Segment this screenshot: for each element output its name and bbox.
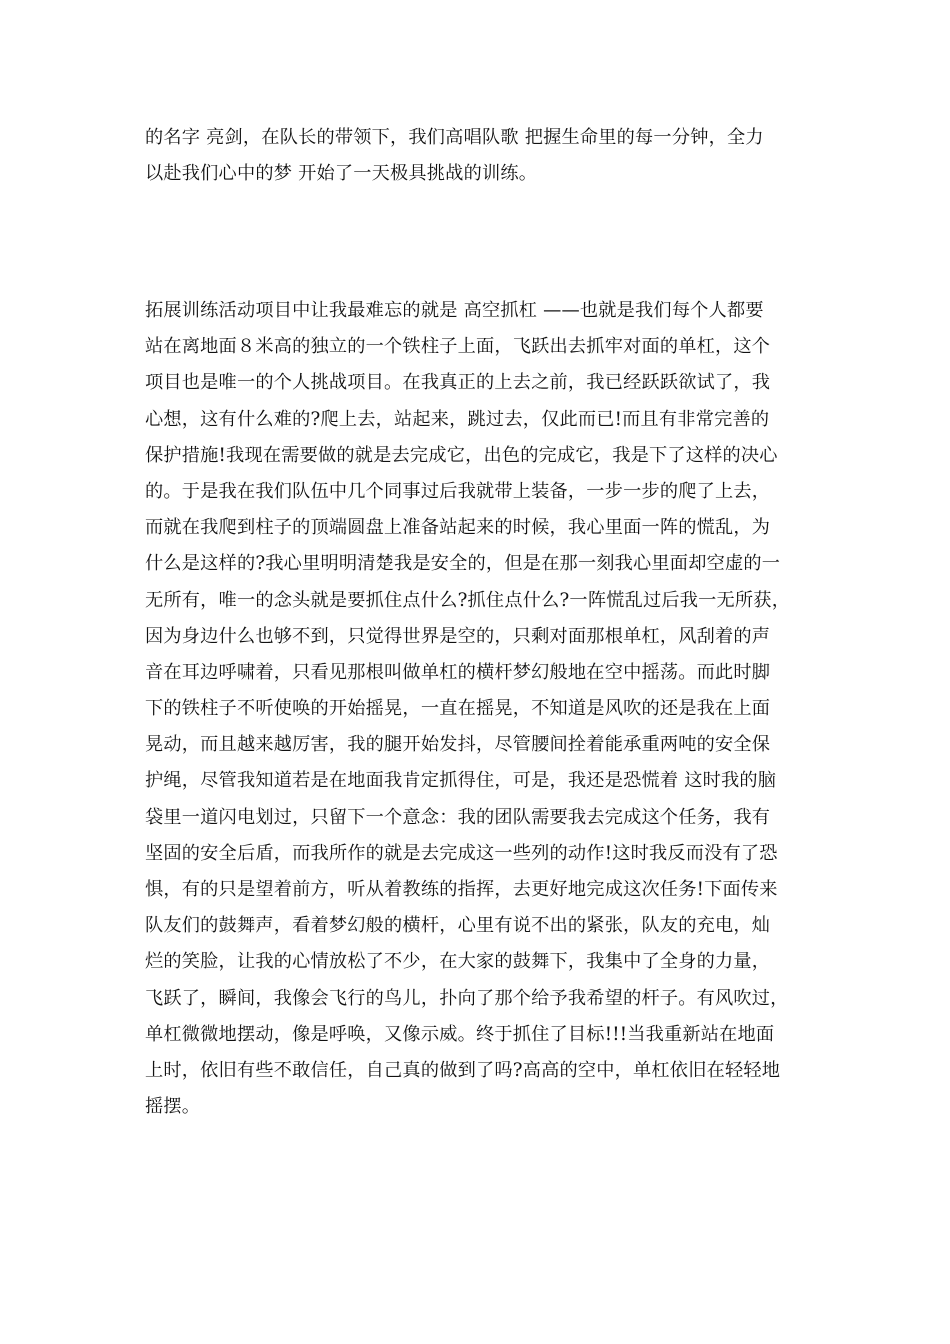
text-line: 保护措施!我现在需要做的就是去完成它，出色的完成它，我是下了这样的决心 (145, 444, 778, 466)
paragraph-main (145, 293, 815, 1125)
text-line: 惧，有的只是望着前方，听从着教练的指挥，去更好地完成这次任务!下面传来 (145, 879, 778, 900)
text-line: 烂的笑脸，让我的心情放松了不少，在大家的鼓舞下，我集中了全身的力量， (145, 951, 771, 973)
text-line: 晃动，而且越来越厉害，我的腿开始发抖，尽管腰间拴着能承重两吨的安全保 (145, 734, 771, 756)
text-line: 以赴我们心中的梦 开始了一天极具挑战的训练。 (145, 163, 538, 185)
text-line: 单杠微微地摆动，像是呼唤，又像示威。终于抓住了目标!!!当我重新站在地面 (145, 1023, 775, 1045)
text-line: 站在离地面８米高的独立的一个铁柱子上面，飞跃出去抓牢对面的单杠，这个 (145, 336, 771, 358)
text-line: 项目也是唯一的个人挑战项目。在我真正的上去之前，我已经跃跃欲试了，我 (145, 372, 771, 394)
text-line: 飞跃了，瞬间，我像会飞行的鸟儿，扑向了那个给予我希望的杆子。有风吹过， (145, 987, 789, 1009)
text-line: 拓展训练活动项目中让我最难忘的就是 高空抓杠 ——也就是我们每个人都要 (145, 300, 764, 321)
text-line: 音在耳边呼啸着，只看见那根叫做单杠的横杆梦幻般地在空中摇荡。而此时脚 (145, 661, 771, 683)
text-line: 队友们的鼓舞声，看着梦幻般的横杆，心里有说不出的紧张，队友的充电，灿 (145, 915, 771, 937)
text-line: 而就在我爬到柱子的顶端圆盘上准备站起来的时候，我心里面一阵的慌乱，为 (145, 517, 771, 539)
text-line: 无所有，唯一的念头就是要抓住点什么?抓住点什么?一阵慌乱过后我一无所获， (145, 589, 791, 611)
text-line: 袋里一道闪电划过，只留下一个意念：我的团队需要我去完成这个任务，我有 (145, 806, 771, 828)
text-line: 摇摆。 (145, 1096, 201, 1118)
text-line: 上时，依旧有些不敢信任，自己真的做到了吗?高高的空中，单杠依旧在轻轻地 (145, 1059, 781, 1081)
text-line: 什么是这样的?我心里明明清楚我是安全的，但是在那一刻我心里面却空虚的一 (145, 553, 781, 575)
text-line: 因为身边什么也够不到，只觉得世界是空的，只剩对面那根单杠，风刮着的声 (145, 625, 771, 647)
paragraph-intro (145, 120, 815, 192)
text-line: 的。于是我在我们队伍中几个同事过后我就带上装备，一步一步的爬了上去， (145, 480, 771, 502)
text-line: 心想，这有什么难的?爬上去，站起来，跳过去，仅此而已!而且有非常完善的 (145, 408, 770, 430)
text-line: 护绳，尽管我知道若是在地面我肯定抓得住，可是，我还是恐慌着 这时我的脑 (145, 770, 777, 792)
text-line: 坚固的安全后盾，而我所作的就是去完成这一些列的动作!这时我反而没有了恐 (145, 842, 778, 864)
text-line: 下的铁柱子不听使唤的开始摇晃，一直在摇晃，不知道是风吹的还是我在上面 (145, 698, 771, 720)
text-line: 的名字 亮剑，在队长的带领下，我们高唱队歌 把握生命里的每一分钟，全力 (145, 127, 764, 148)
